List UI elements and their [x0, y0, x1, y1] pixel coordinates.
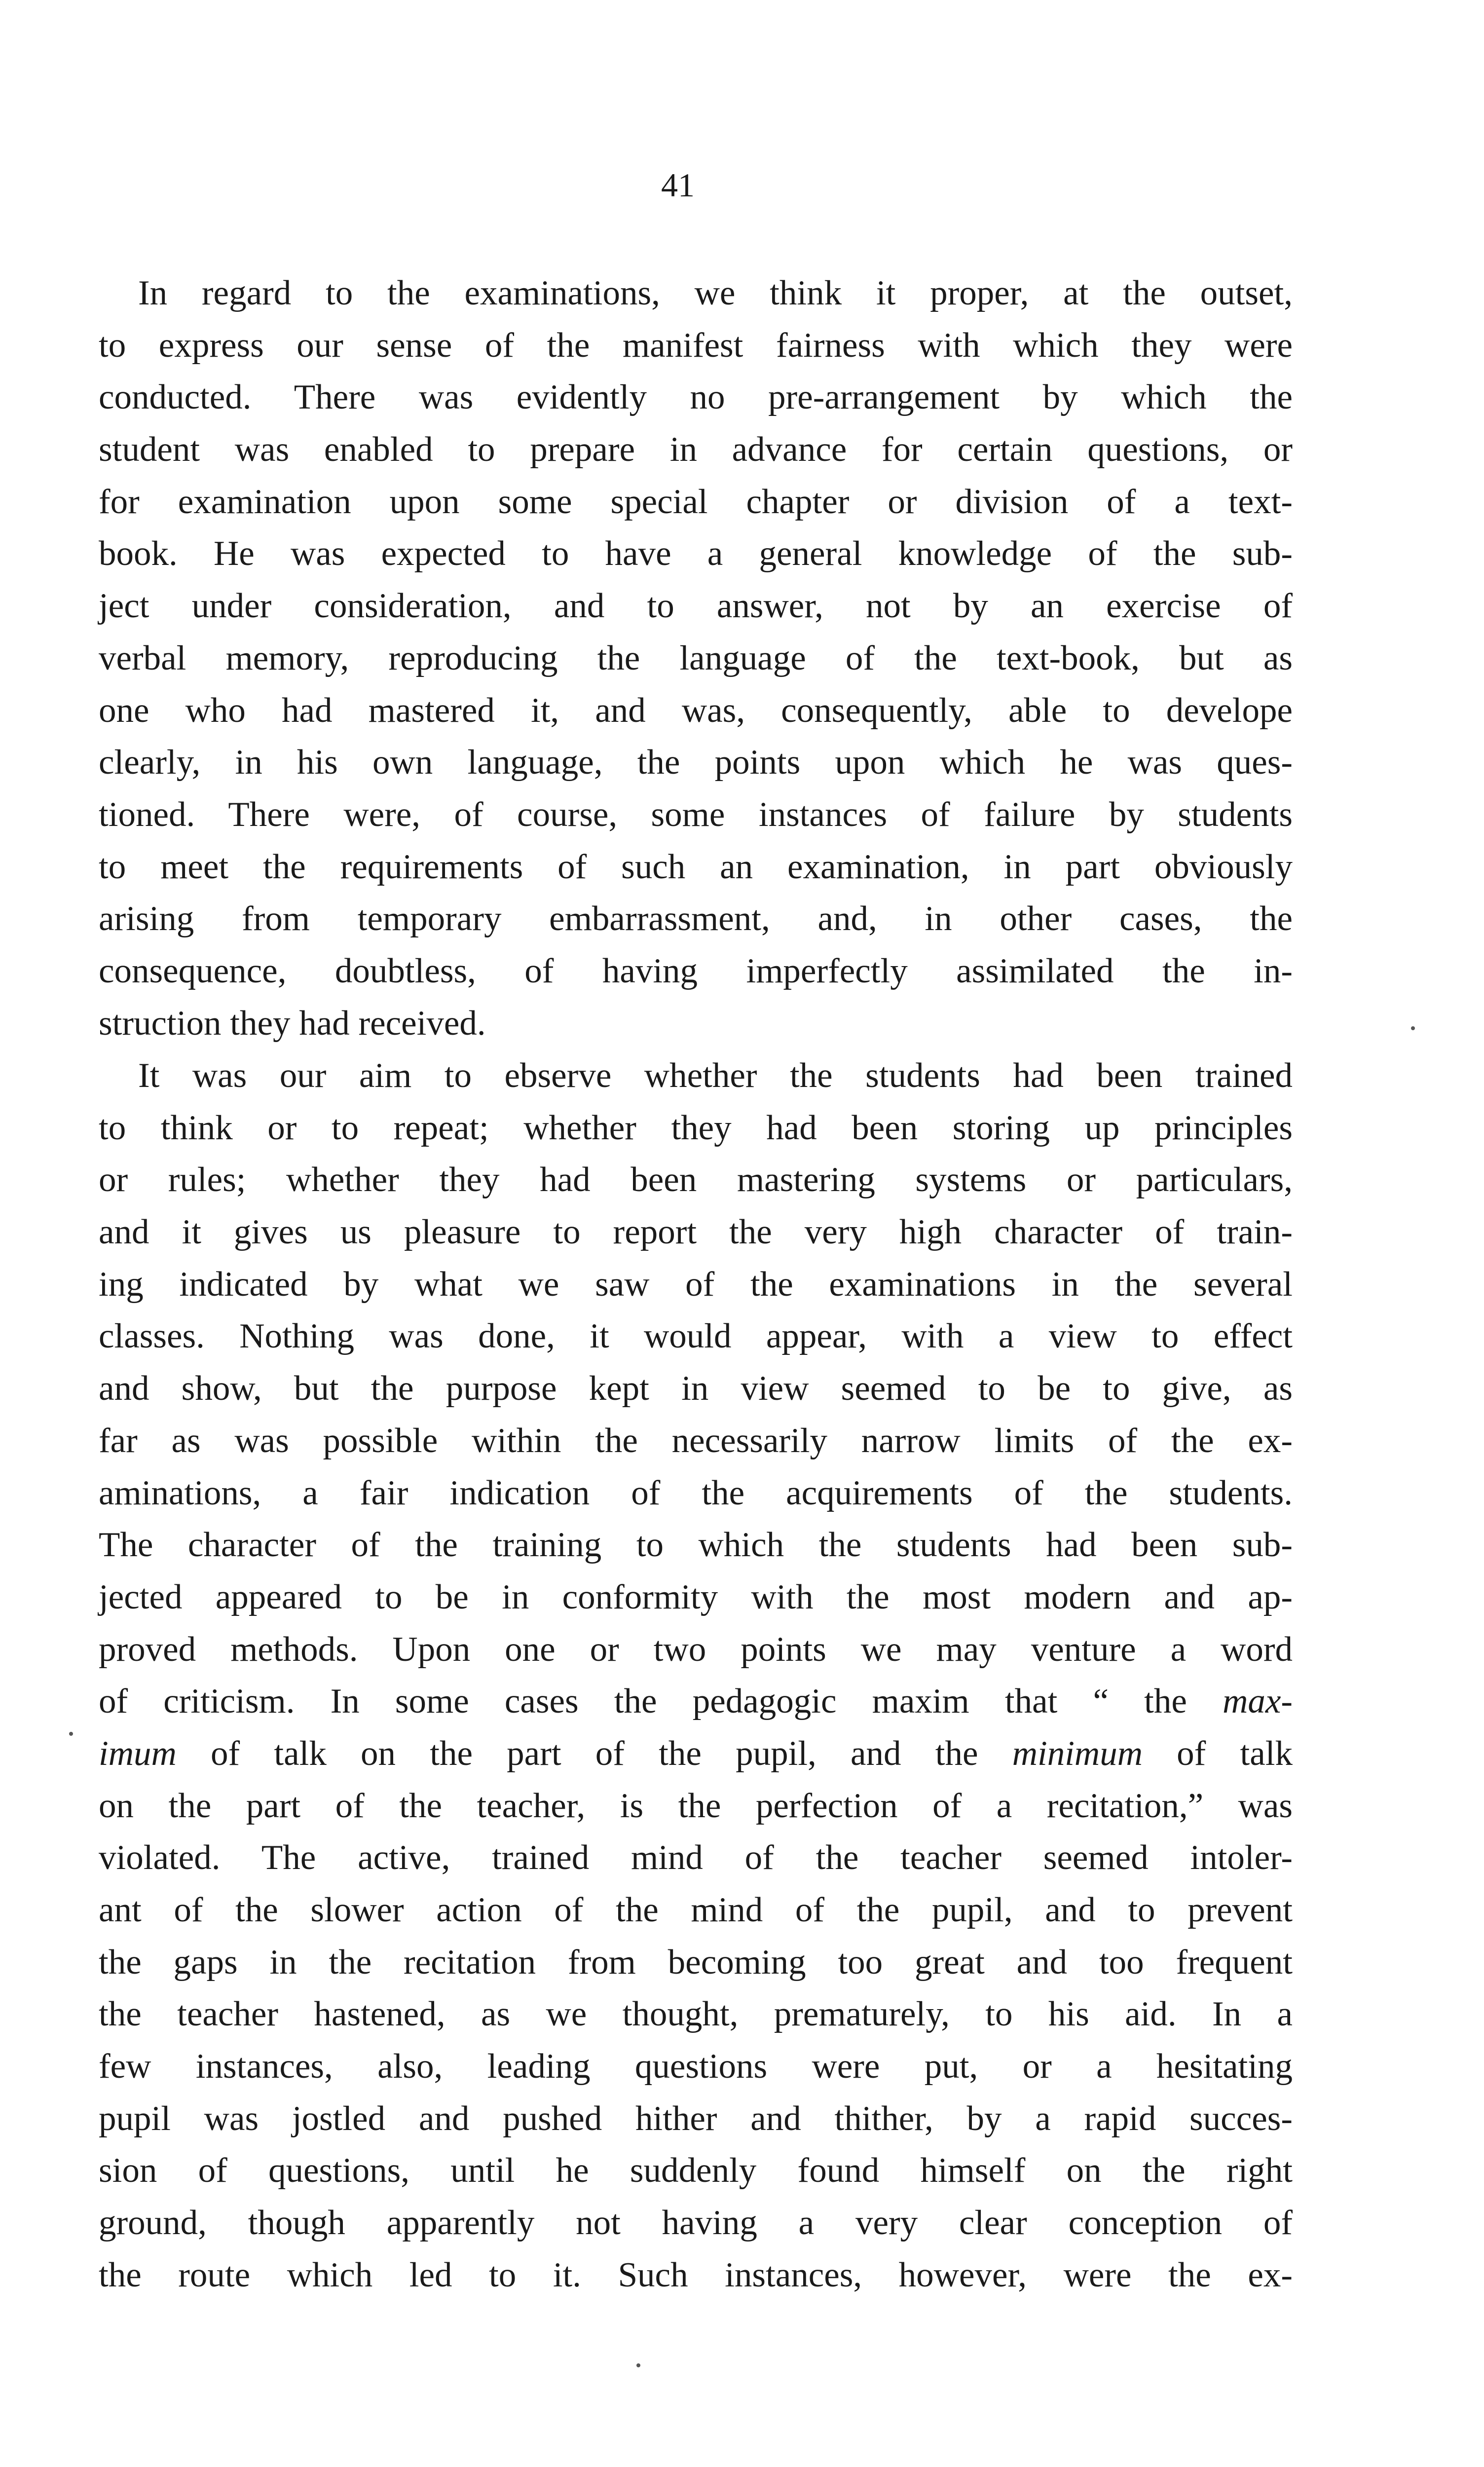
paragraph-2-line-10: The character of the training to which the students had been sub- — [99, 1526, 1293, 1565]
paragraph-1-line-14: consequence, doubtless, of having imperfectly assimilated the in- — [99, 951, 1293, 990]
paragraph-1-line-12: to meet the requirements of such an examination, in part obviously — [99, 847, 1293, 886]
paragraph-1-line-15: struction they had received. — [99, 1004, 486, 1043]
paragraph-1-line-9: one who had mastered it, and was, consequently, able to develope — [99, 691, 1293, 730]
paragraph-2 — [99, 1050, 1293, 2302]
paragraph-2-line-20: few instances, also, leading questions were put, or a hesitating — [99, 2047, 1293, 2086]
paragraph-2-line-4: and it gives us pleasure to report the very high character of train- — [99, 1213, 1293, 1252]
paragraph-1-line-11: tioned. There were, of course, some instances of failure by students — [99, 795, 1293, 834]
italic-minimum: minimum — [1012, 1734, 1143, 1773]
paragraph-2-line-24: the route which led to it. Such instances, however, were the ex- — [99, 2255, 1293, 2294]
paragraph-1 — [99, 267, 1293, 1049]
paragraph-1-line-7: ject under consideration, and to answer, not by an exercise of — [99, 587, 1293, 626]
paragraph-2-line-11: jected appeared to be in conformity with the most modern and ap- — [99, 1577, 1293, 1616]
ink-speck — [1411, 1026, 1415, 1030]
paragraph-2-line-3: or rules; whether they had been mastering systems or particulars, — [99, 1160, 1293, 1199]
paragraph-2-line-22: sion of questions, until he suddenly found himself on the right — [99, 2151, 1293, 2190]
line-14-middle: of talk on the part of the pupil, and the — [176, 1734, 1012, 1773]
page-number: 41 — [661, 166, 695, 204]
paragraph-2-line-1: It was our aim to ebserve whether the students had been trained — [138, 1056, 1293, 1095]
paragraph-2-line-6: classes. Nothing was done, it would appear, with a view to effect — [99, 1317, 1293, 1356]
italic-imum: imum — [99, 1734, 177, 1773]
paragraph-1-line-6: book. He was expected to have a general knowledge of the sub- — [99, 534, 1293, 573]
paragraph-1-line-3: conducted. There was evidently no pre-arrangement by which the — [99, 378, 1293, 417]
paragraph-2-line-8: far as was possible within the necessarily narrow limits of the ex- — [99, 1421, 1293, 1460]
paragraph-2-line-17: ant of the slower action of the mind of the pupil, and to prevent — [99, 1891, 1293, 1929]
line-14-end: of talk — [1142, 1734, 1293, 1773]
ink-speck — [636, 2363, 640, 2367]
paragraph-2-line-18: the gaps in the recitation from becoming too great and too frequent — [99, 1943, 1293, 1981]
paragraph-2-line-7: and show, but the purpose kept in view seemed to be to give, as — [99, 1369, 1293, 1408]
ink-speck — [69, 1732, 73, 1736]
paragraph-1-line-5: for examination upon some special chapter or division of a text- — [99, 482, 1293, 521]
paragraph-1-line-10: clearly, in his own language, the points upon which he was ques- — [99, 743, 1293, 782]
paragraph-2-line-19: the teacher hastened, as we thought, prematurely, to his aid. In a — [99, 1995, 1293, 2034]
paragraph-2-line-15: on the part of the teacher, is the perfection of a recitation,” was — [99, 1786, 1293, 1825]
paragraph-1-line-4: student was enabled to prepare in advance for certain questions, or — [99, 430, 1293, 469]
paragraph-2-line-14 — [99, 1728, 1293, 1780]
paragraph-2-line-16: violated. The active, trained mind of the teacher seemed intoler- — [99, 1838, 1293, 1877]
paragraph-2-line-9: aminations, a fair indication of the acquirements of the students. — [99, 1473, 1293, 1512]
line-13-text: of criticism. In some cases the pedagogic maxim that “ the — [99, 1682, 1223, 1721]
paragraph-1-line-8: verbal memory, reproducing the language of the text-book, but as — [99, 638, 1293, 677]
paragraph-2-line-2: to think or to repeat; whether they had been storing up principles — [99, 1108, 1293, 1147]
paragraph-2-line-23: ground, though apparently not having a very clear conception of — [99, 2204, 1293, 2243]
italic-max: max- — [1223, 1682, 1293, 1721]
paragraph-2-line-13 — [99, 1676, 1293, 1728]
paragraph-2-line-21: pupil was jostled and pushed hither and thither, by a rapid succes- — [99, 2099, 1293, 2138]
paragraph-2-line-5: ing indicated by what we saw of the examinations in the several — [99, 1265, 1293, 1304]
paragraph-1-line-13: arising from temporary embarrassment, and, in other cases, the — [99, 899, 1293, 938]
paragraph-1-line-2: to express our sense of the manifest fairness with which they were — [99, 326, 1293, 365]
paragraph-2-line-12: proved methods. Upon one or two points we may venture a word — [99, 1630, 1293, 1669]
paragraph-1-line-1: In regard to the examinations, we think it proper, at the outset, — [138, 274, 1293, 312]
